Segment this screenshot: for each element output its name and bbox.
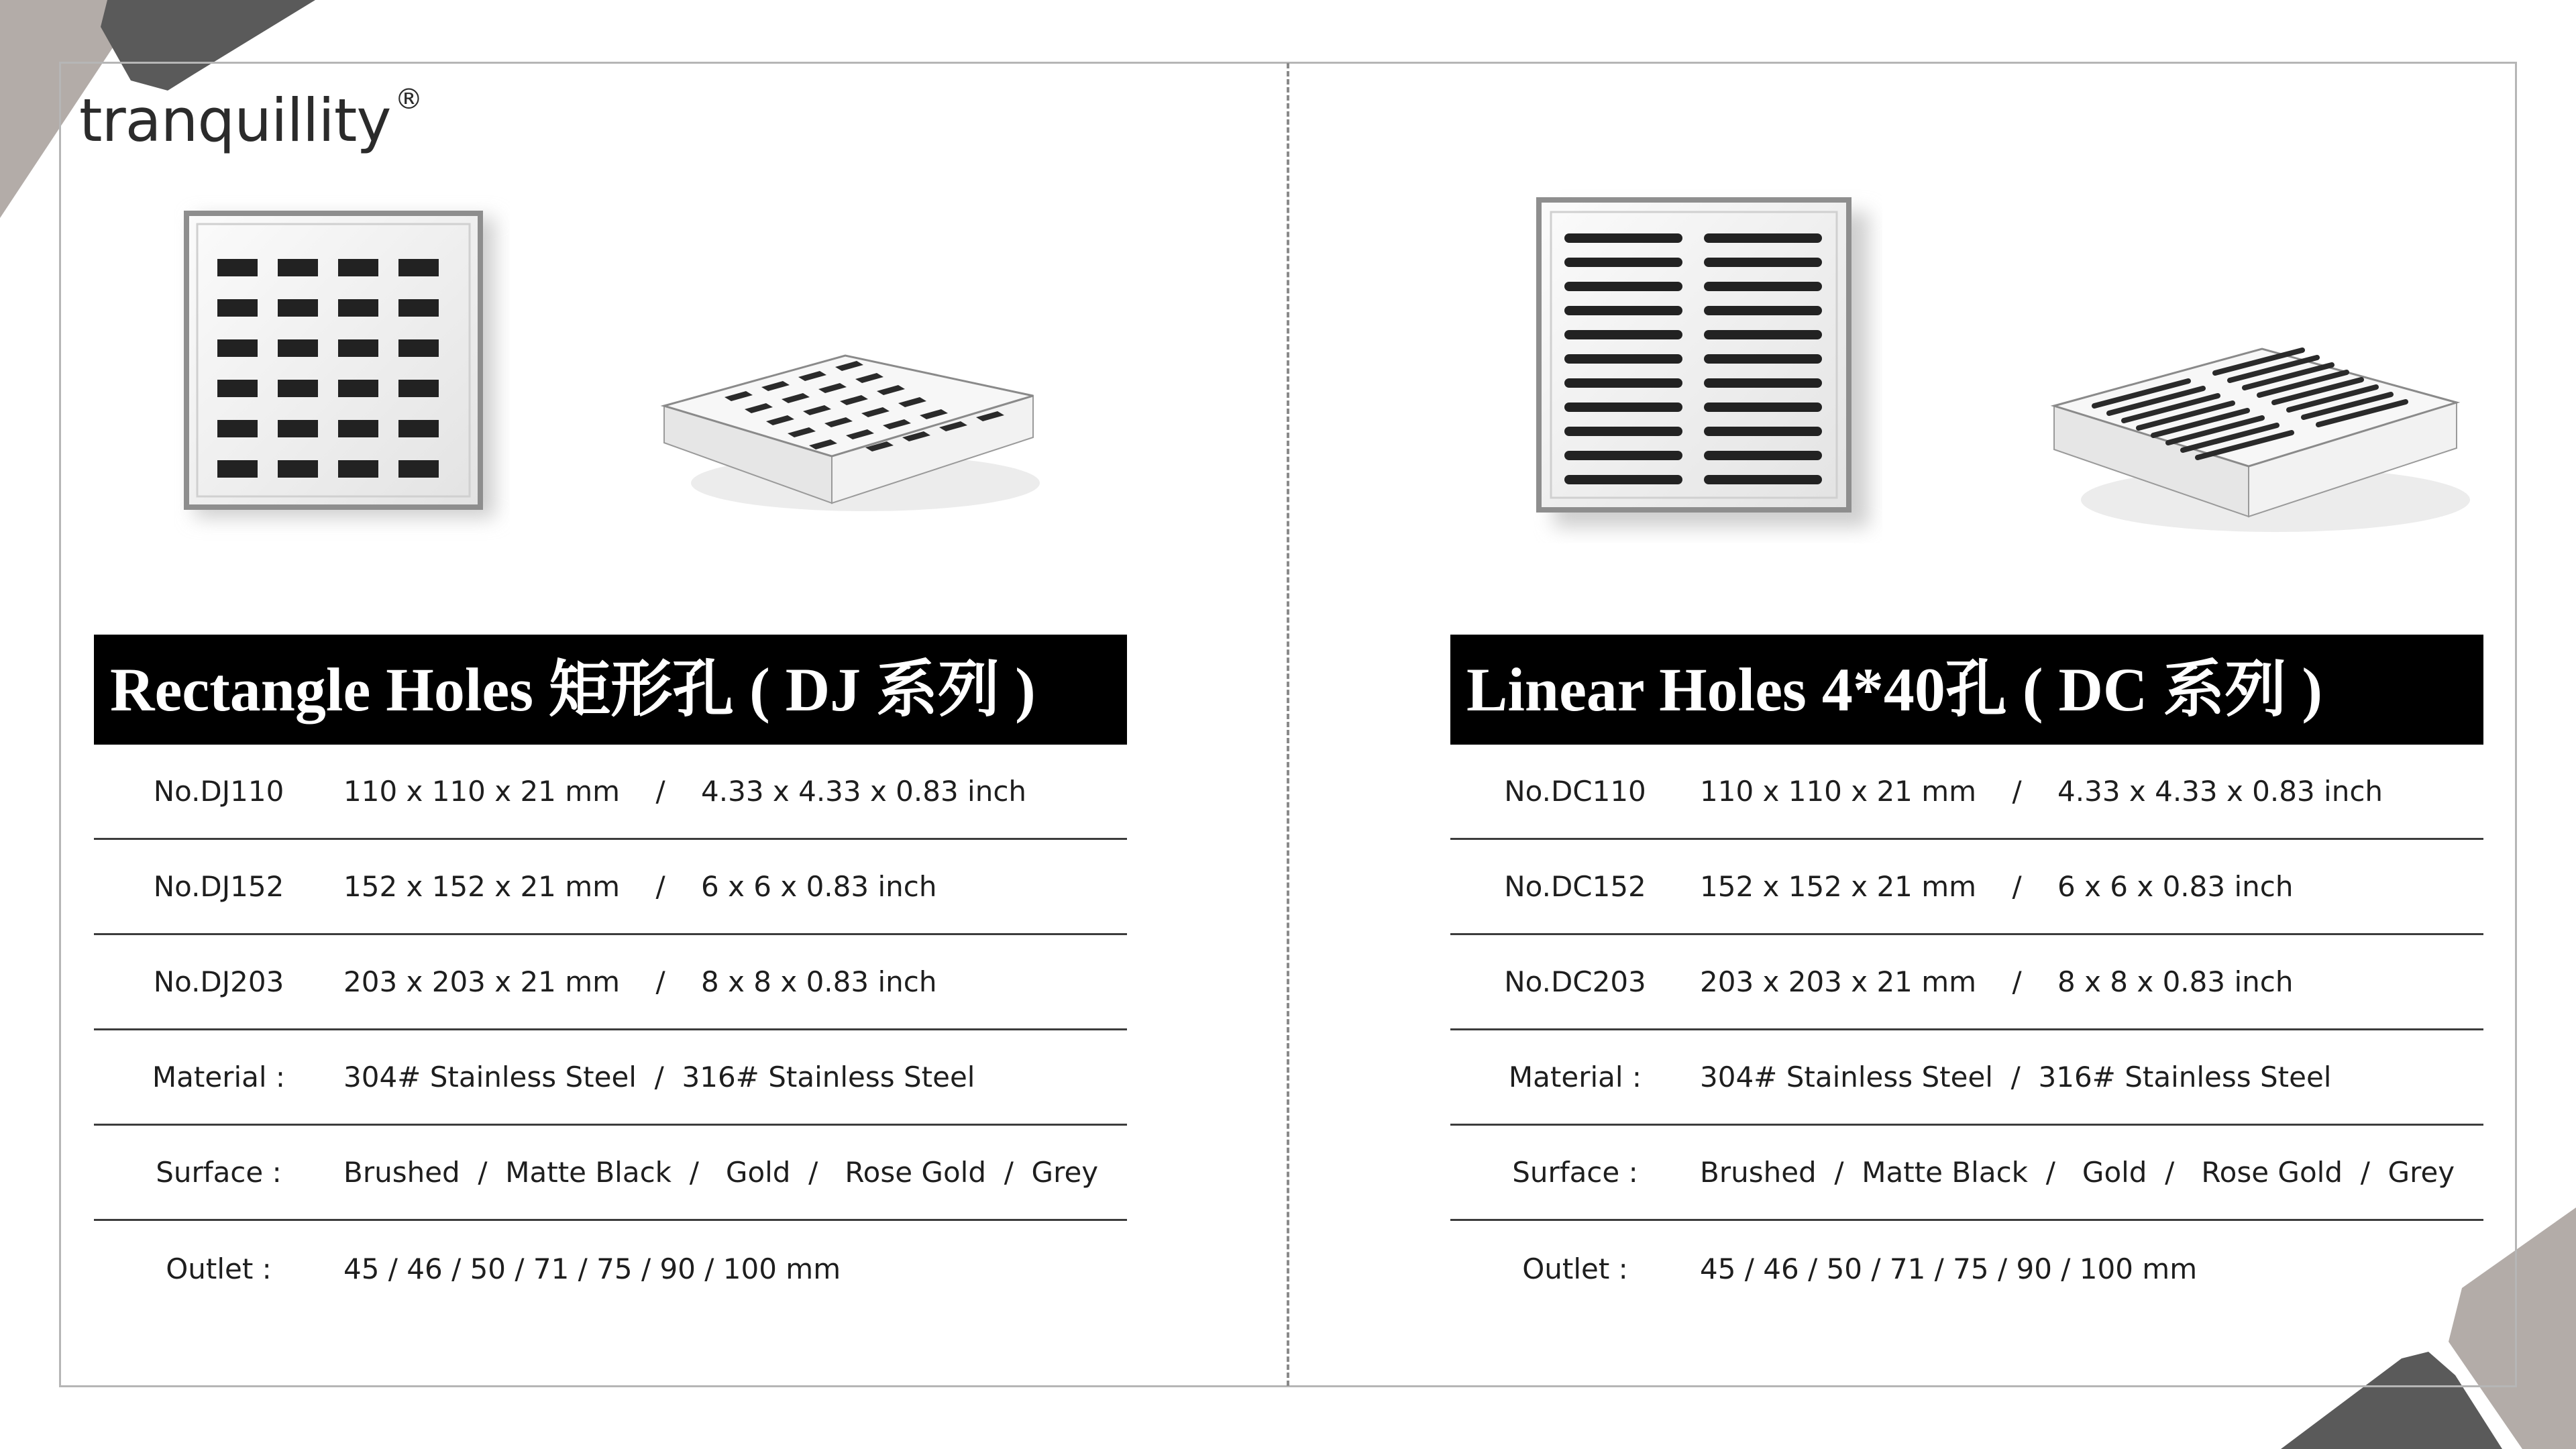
spec-label: Material : [1508, 1061, 1642, 1093]
spec-value: 152 x 152 x 21 mm / 6 x 6 x 0.83 inch [1700, 870, 2294, 903]
spec-label: No.DJ203 [153, 965, 284, 998]
spec-label: Outlet : [1522, 1252, 1628, 1285]
spec-value: Brushed / Matte Black / Gold / Rose Gold / Grey [1700, 1156, 2455, 1189]
spec-value: 45 / 46 / 50 / 71 / 75 / 90 / 100 mm [343, 1252, 841, 1285]
rectangle-product-images [94, 195, 1127, 597]
spec-row-dc152 [1450, 840, 2483, 935]
brand-name: tranquillity [79, 86, 391, 155]
spec-label: Material : [152, 1061, 286, 1093]
spec-row-outlet [94, 1221, 1127, 1316]
spec-value: 304# Stainless Steel / 316# Stainless Steel [343, 1061, 975, 1093]
spec-value: 203 x 203 x 21 mm / 8 x 8 x 0.83 inch [1700, 965, 2294, 998]
rectangle-drain-top-view [174, 195, 510, 543]
spec-value: 110 x 110 x 21 mm / 4.33 x 4.33 x 0.83 inch [1700, 775, 2383, 808]
spec-label: No.DC152 [1504, 870, 1646, 903]
linear-drain-top-view [1534, 188, 1882, 543]
spec-value: 110 x 110 x 21 mm / 4.33 x 4.33 x 0.83 inch [343, 775, 1027, 808]
linear-specs-table [1450, 745, 2483, 1316]
rectangle-drain-perspective-view [644, 248, 1060, 530]
spec-label: No.DC110 [1504, 775, 1646, 808]
spec-label: Surface : [1512, 1156, 1638, 1189]
spec-row-dj110 [94, 745, 1127, 840]
registered-mark: ® [394, 82, 423, 115]
spec-row-dj152 [94, 840, 1127, 935]
linear-drain-perspective-view [2021, 235, 2477, 543]
spec-row-dc203 [1450, 935, 2483, 1030]
spec-row-material [94, 1030, 1127, 1126]
spec-label: Outlet : [166, 1252, 272, 1285]
spec-row-dc110 [1450, 745, 2483, 840]
panel-divider [1287, 63, 1289, 1386]
spec-value: Brushed / Matte Black / Gold / Rose Gold / Grey [343, 1156, 1099, 1189]
rectangle-holes-title: Rectangle Holes 矩形孔 ( DJ 系列 ) [94, 635, 1127, 745]
brand-logo [79, 82, 423, 155]
spec-value: 304# Stainless Steel / 316# Stainless Steel [1700, 1061, 2332, 1093]
linear-product-images [1450, 195, 2483, 597]
spec-row-surface [1450, 1126, 2483, 1221]
rectangle-specs-table [94, 745, 1127, 1316]
spec-row-dj203 [94, 935, 1127, 1030]
spec-value: 152 x 152 x 21 mm / 6 x 6 x 0.83 inch [343, 870, 937, 903]
spec-row-outlet [1450, 1221, 2483, 1316]
spec-row-material [1450, 1030, 2483, 1126]
spec-label: No.DJ110 [153, 775, 284, 808]
spec-label: No.DC203 [1504, 965, 1646, 998]
spec-row-surface [94, 1126, 1127, 1221]
spec-value: 203 x 203 x 21 mm / 8 x 8 x 0.83 inch [343, 965, 937, 998]
spec-label: No.DJ152 [153, 870, 284, 903]
linear-holes-title: Linear Holes 4*40孔 ( DC 系列 ) [1450, 635, 2483, 745]
spec-value: 45 / 46 / 50 / 71 / 75 / 90 / 100 mm [1700, 1252, 2198, 1285]
spec-label: Surface : [156, 1156, 282, 1189]
